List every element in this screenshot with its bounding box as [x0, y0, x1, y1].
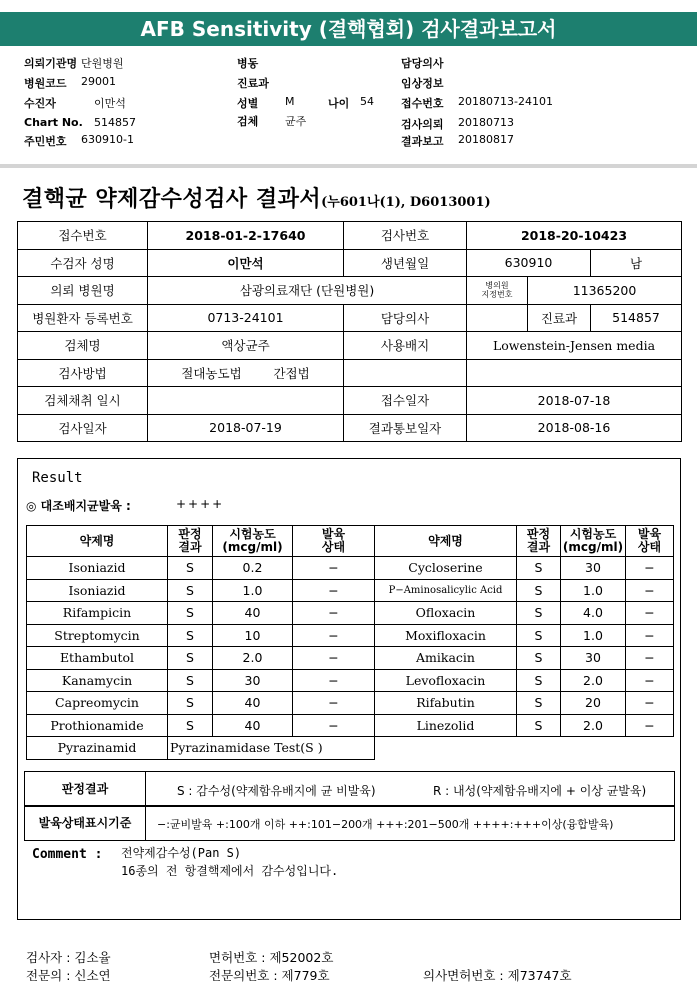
judgement-cell: S — [168, 714, 213, 737]
drug-name-cell: P−Aminosalicylic Acid — [375, 579, 517, 602]
drug-name-cell: Capreomycin — [27, 692, 168, 715]
header-hospital-code: 병원코드 29001 — [24, 75, 116, 90]
header-patient: 수진자 이만석 — [24, 97, 126, 110]
footer-doctor-license: 의사면허번호 : 제73747호 — [423, 968, 572, 983]
concentration-cell: 2.0 — [561, 669, 626, 692]
growth-cell: − — [293, 669, 375, 692]
table-row: 검체채취 일시 접수일자 2018-07-18 — [18, 387, 682, 415]
result-title: Result — [32, 470, 83, 486]
comment-line-2: 16종의 전 항결핵제에서 감수성입니다. — [121, 864, 339, 878]
judgement-cell: S — [168, 692, 213, 715]
patient-info-table — [17, 221, 682, 442]
judgement-cell: S — [517, 624, 561, 647]
comment-line-1: 전약제감수성(Pan S) — [121, 846, 242, 860]
header-divider — [0, 164, 697, 168]
drug-name-cell: Streptomycin — [27, 624, 168, 647]
concentration-cell: 1.0 — [561, 579, 626, 602]
growth-cell: − — [626, 624, 674, 647]
header-specimen: 검체 균주 — [237, 115, 307, 128]
judgement-cell: S — [168, 669, 213, 692]
growth-cell: − — [626, 647, 674, 670]
judgement-cell: S — [517, 692, 561, 715]
header-sex: 성별 M — [237, 95, 295, 110]
table-row — [27, 602, 674, 625]
drug-name-cell: Cycloserine — [375, 557, 517, 580]
drug-name-cell: Ofloxacin — [375, 602, 517, 625]
growth-cell: − — [293, 557, 375, 580]
judgement-cell: S — [168, 624, 213, 647]
concentration-cell: 1.0 — [561, 624, 626, 647]
header-ward: 병동 — [237, 57, 259, 70]
header-clinical-info: 임상정보 — [401, 77, 444, 90]
drug-name-cell: Levofloxacin — [375, 669, 517, 692]
table-row: Pyrazinamid Pyrazinamidase Test(S ) — [27, 737, 674, 760]
drug-name-cell: Isoniazid — [27, 557, 168, 580]
report-banner: AFB Sensitivity (결핵협회) 검사결과보고서 — [0, 12, 697, 46]
growth-cell: − — [626, 692, 674, 715]
footer-inspector: 검사자 : 김소율 — [26, 950, 111, 965]
header-physician: 담당의사 — [401, 57, 444, 70]
drug-name-cell: Rifampicin — [27, 602, 168, 625]
footer-license: 면허번호 : 제52002호 — [209, 950, 334, 965]
drug-name-cell: Kanamycin — [27, 669, 168, 692]
table-row — [27, 714, 674, 737]
judgement-cell: S — [517, 579, 561, 602]
growth-cell: − — [293, 647, 375, 670]
judgement-cell: S — [168, 602, 213, 625]
table-row: 수검자 성명 이만석 생년월일 630910 남 — [18, 249, 682, 277]
drug-name-cell: Prothionamide — [27, 714, 168, 737]
table-header-row: 약제명 판정 결과 시험농도 (mcg/ml) 발육 상태 약제명 판정 결과 시험농도 (mcg/ml) 발육 상태 — [27, 526, 674, 557]
judgement-cell: S — [517, 602, 561, 625]
table-row: 의뢰 병원명 삼광의료재단 (단원병원) 병의원 지정번호 11365200 — [18, 277, 682, 305]
table-row — [27, 669, 674, 692]
table-row: 검사일자 2018-07-19 결과통보일자 2018-08-16 — [18, 414, 682, 442]
concentration-cell: 2.0 — [213, 647, 293, 670]
growth-cell: − — [293, 602, 375, 625]
table-row — [27, 579, 674, 602]
table-row: 검사방법 절대농도법 간접법 — [18, 359, 682, 387]
header-receipt-no: 접수번호 20180713-24101 — [401, 95, 553, 110]
header-age: 나이 54 — [328, 95, 374, 110]
control-growth-value: ++++ — [176, 497, 225, 511]
growth-cell: − — [293, 624, 375, 647]
report-code: (누601나(1), D6013001) — [321, 195, 491, 210]
table-row — [27, 557, 674, 580]
header-chart-no: Chart No. 514857 — [24, 116, 136, 129]
judgement-cell: S — [517, 714, 561, 737]
growth-cell: − — [626, 579, 674, 602]
concentration-cell: 30 — [561, 557, 626, 580]
judgement-cell: S — [517, 557, 561, 580]
concentration-cell: 20 — [561, 692, 626, 715]
target-icon: ◎ — [26, 499, 37, 513]
growth-cell: − — [626, 557, 674, 580]
drug-name-cell: Rifabutin — [375, 692, 517, 715]
table-row: 병원환자 등록번호 0713-24101 담당의사 진료과 514857 — [18, 304, 682, 332]
control-growth: ◎ 대조배지균발육 : ++++ — [26, 497, 225, 513]
growth-cell: − — [626, 602, 674, 625]
drug-name-cell: Linezolid — [375, 714, 517, 737]
header-resident-no: 주민번호 630910-1 — [24, 133, 134, 148]
concentration-cell: 1.0 — [213, 579, 293, 602]
footer-specialist-no: 전문의번호 : 제779호 — [209, 968, 330, 983]
concentration-cell: 10 — [213, 624, 293, 647]
legend-judgement: 판정결과 S : 감수성(약제함유배지에 균 비발육) R : 내성(약제함유배지에 + 이상 균발육) — [24, 771, 675, 807]
table-row: 접수번호 2018-01-2-17640 검사번호 2018-20-10423 — [18, 222, 682, 250]
header-report-date: 결과보고 20180817 — [401, 133, 514, 148]
growth-cell: − — [293, 692, 375, 715]
drug-sensitivity-table — [26, 525, 674, 760]
drug-name-cell: Amikacin — [375, 647, 517, 670]
growth-cell: − — [293, 579, 375, 602]
drug-name-cell: Moxifloxacin — [375, 624, 517, 647]
concentration-cell: 40 — [213, 692, 293, 715]
judgement-cell: S — [517, 669, 561, 692]
concentration-cell: 2.0 — [561, 714, 626, 737]
header-dept: 진료과 — [237, 77, 269, 90]
judgement-cell: S — [168, 557, 213, 580]
concentration-cell: 30 — [561, 647, 626, 670]
comment-label: Comment : — [32, 847, 103, 862]
growth-cell: − — [626, 669, 674, 692]
judgement-cell: S — [168, 579, 213, 602]
footer-specialist: 전문의 : 신소연 — [26, 968, 111, 983]
header-institution: 의뢰기관명 단원병원 — [24, 57, 124, 70]
judgement-cell: S — [168, 647, 213, 670]
legend-growth: 발육상태표시기준 −:균비발육 +:100개 이하 ++:101−200개 +++:201−500개 ++++:+++이상(융합발육) — [24, 805, 675, 841]
concentration-cell: 40 — [213, 602, 293, 625]
growth-cell: − — [626, 714, 674, 737]
report-title: 결핵균 약제감수성검사 결과서(누601나(1), D6013001) — [22, 186, 491, 212]
table-row — [27, 647, 674, 670]
concentration-cell: 30 — [213, 669, 293, 692]
table-row: 검체명 액상균주 사용배지 Lowenstein-Jensen media — [18, 332, 682, 360]
header-request-date: 검사의뢰 20180713 — [401, 116, 514, 131]
concentration-cell: 40 — [213, 714, 293, 737]
drug-name-cell: Isoniazid — [27, 579, 168, 602]
concentration-cell: 4.0 — [561, 602, 626, 625]
table-row — [27, 692, 674, 715]
table-row — [27, 624, 674, 647]
growth-cell: − — [293, 714, 375, 737]
drug-name-cell: Ethambutol — [27, 647, 168, 670]
concentration-cell: 0.2 — [213, 557, 293, 580]
judgement-cell: S — [517, 647, 561, 670]
